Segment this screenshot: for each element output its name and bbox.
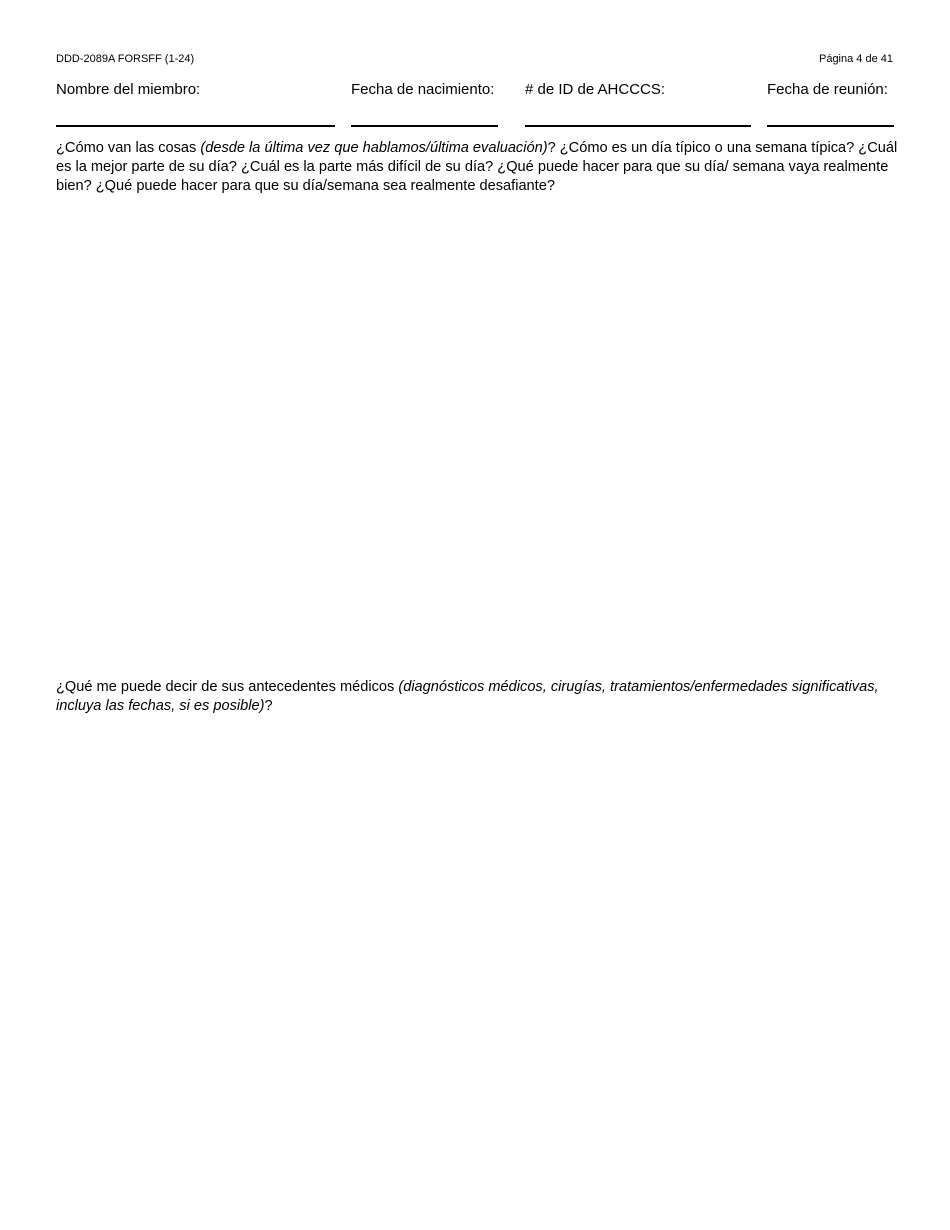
form-id: DDD-2089A FORSFF (1-24): [56, 53, 195, 65]
question-medical-history: [56, 678, 901, 716]
question-text: ¿Qué me puede decir de sus antecedentes médicos: [56, 679, 399, 695]
member-name-field[interactable]: [56, 125, 335, 127]
ahcccs-id-label: # de ID de AHCCCS:: [525, 81, 666, 98]
answer-area-1[interactable]: [56, 200, 894, 670]
meeting-date-field[interactable]: [767, 125, 894, 127]
question-text: ? ¿Cómo es un día típico o una semana típica? ¿Cuál es la mejor parte de su día? ¿Cuál es la parte más difícil de su día? ¿Qué puede hacer para que su día/ semana vaya realmente bien? ¿Qué puede hacer para que su día/semana sea realmente desafiante?: [56, 140, 898, 194]
birth-date-label: Fecha de nacimiento:: [351, 81, 495, 98]
answer-area-2[interactable]: [56, 722, 894, 1192]
page-number: Página 4 de 41: [818, 53, 893, 65]
question-text: ¿Cómo van las cosas: [56, 140, 201, 156]
question-text: ?: [264, 698, 273, 714]
question-how-things-going: [56, 139, 901, 196]
member-name-label: Nombre del miembro:: [56, 81, 201, 98]
question-note: (desde la última vez que hablamos/última evaluación): [200, 140, 548, 156]
meeting-date-label: Fecha de reunión:: [767, 81, 888, 98]
question-note: (diagnósticos médicos, cirugías, tratamientos/enfermedades significativas, incluya las fechas, si es posible): [56, 679, 879, 714]
ahcccs-id-field[interactable]: [525, 125, 751, 127]
birth-date-field[interactable]: [351, 125, 498, 127]
